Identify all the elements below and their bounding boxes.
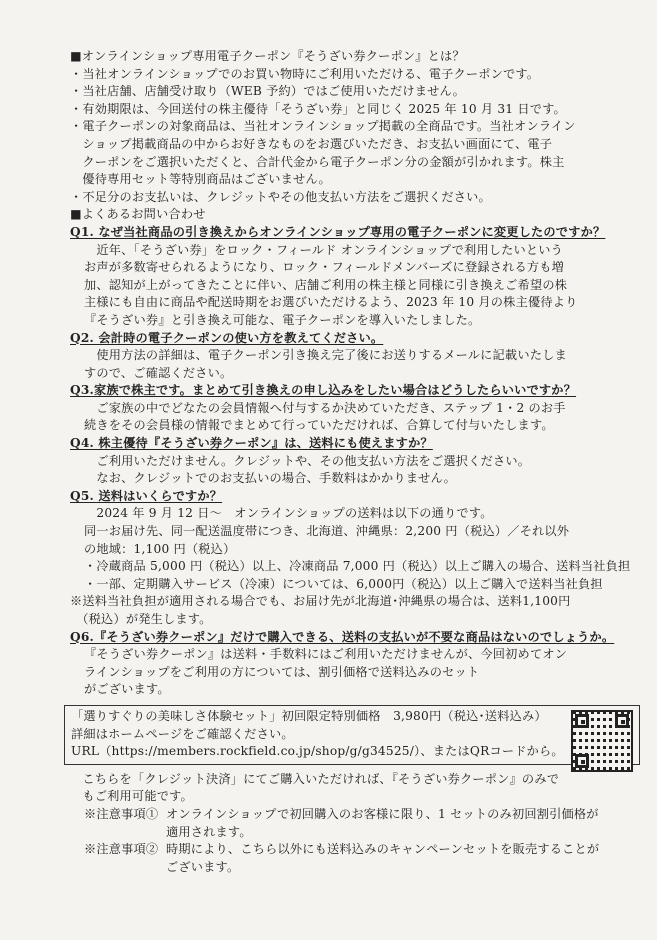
- answer-line: ・冷蔵商品 5,000 円（税込）以上、冷凍商品 7,000 円（税込）以上ご購入の場合、送料当社負担: [84, 559, 631, 574]
- faq-question-2: Q2. 会計時の電子クーポンの使い方を教えてください。: [70, 330, 384, 345]
- trial-set-detail: 詳細はホームページをご確認ください。: [71, 726, 294, 741]
- caution-text: オンラインショップで初回購入のお客様に限り、1 セットのみ初回割引価格が適用されます。: [166, 806, 599, 839]
- coupon-line: ショップ掲載商品の中からお好きなものをお選びいただき、お支払い画面にて、電子: [70, 136, 553, 151]
- faq-answer-3: [70, 400, 629, 435]
- payment-info: [70, 771, 629, 806]
- answer-line: ・一部、定期購入サービス（冷凍）については、6,000円（税込）以上ご購入で送料当社負担: [84, 576, 603, 591]
- trial-set-box: [64, 705, 640, 765]
- trial-set-price: 「選りすぐりの美味しさ体験セット」初回限定特別価格 3,980円（税込･送料込み）: [71, 708, 547, 723]
- payment-line: こちらを「クレジット決済」にてご購入いただければ、『そうざい券クーポン』のみで: [70, 771, 560, 786]
- answer-line: 2024 年 9 月 12 日～ オンラインショップの送料は以下の通りです。: [84, 506, 493, 521]
- coupon-line: ・当社オンラインショップでのお買い物時にご利用いただける、電子クーポンです。: [70, 66, 540, 81]
- faq-question-3: Q3.家族で株主です。まとめて引き換えの申し込みをしたい場合はどうしたらいいですか？: [70, 383, 577, 398]
- answer-line: お声が多数寄せられるようになり、ロック・フィールドメンバーズに登録される方も増: [84, 260, 565, 275]
- caution-note-2: [70, 841, 629, 876]
- qr-code-icon[interactable]: [571, 710, 633, 772]
- section-heading-coupon: ■オンラインショップ専用電子クーポン『そうざい券クーポン』とは？: [70, 49, 465, 63]
- answer-line: がございます。: [84, 682, 170, 697]
- answer-line: 『そうざい券』と引き換え可能な、電子クーポンを導入いたしました。: [84, 312, 481, 327]
- caution-label: ※注意事項①: [84, 806, 159, 821]
- coupon-line: 優待専用セット等特別商品はございません。: [70, 172, 331, 187]
- faq-answer-5: [70, 505, 629, 593]
- answer-line: 同一お届け先、同一配送温度帯につき、北海道、沖縄県：2,200 円（税込）／それ以外: [84, 524, 570, 539]
- answer-line: 近年、「そうざい券」をロック・フィールド オンラインショップで利用したいという: [84, 242, 564, 257]
- answer-line: 使用方法の詳細は、電子クーポン引き換え完了後にお送りするメールに記載いたしま: [84, 348, 567, 363]
- faq-answer-6: [70, 646, 629, 699]
- faq-answer-4: [70, 453, 629, 488]
- coupon-line: ・不足分のお支払いは、クレジットやその他支払い方法をご選択ください。: [70, 189, 491, 204]
- coupon-line: クーポンをご選択いただくと、合計代金から電子クーポン分の金額が引かれます。株主: [70, 154, 565, 169]
- coupon-line: ・有効期限は、今回送付の株主優待「そうざい券」と同じく 2025 年 10 月 31 日です。: [70, 101, 566, 116]
- section-heading-faq: ■よくあるお問い合わせ: [70, 207, 206, 222]
- answer-line: ご家族の中でどなたの会員情報へ付与するか決めていただき、ステップ 1・2 のお手: [84, 400, 566, 415]
- answer-line: 続きをその会員様の情報でまとめて行っていただければ、合算して付与いたします。: [84, 418, 554, 433]
- coupon-description: [70, 66, 629, 207]
- faq-question-4: Q4. 株主優待『そうざい券クーポン』は、送料にも使えますか？: [70, 436, 433, 451]
- answer-line: 加、認知が上がってきたことに伴い、店舗ご利用の株主様と同様に引き換えご希望の株: [84, 277, 568, 292]
- caution-text: 時期により、こちら以外にも送料込みのキャンペーンセットを販売することがございます。: [166, 842, 600, 874]
- trial-set-url[interactable]: URL（https://members.rockfield.co.jp/shop/g/g34525/）、またはQRコードから。: [71, 744, 564, 759]
- answer-line: 『そうざい券クーポン』は送料・手数料にはご利用いただけませんが、今回初めてオン: [84, 647, 568, 662]
- faq-question-5: Q5. 送料はいくらですか？: [70, 488, 223, 503]
- faq-answer-2: [70, 347, 629, 382]
- shipping-note: [70, 593, 629, 628]
- payment-line: もご利用可能です。: [70, 789, 193, 804]
- coupon-line: ・電子クーポンの対象商品は、当社オンラインショップ掲載の全商品です。当社オンライン: [70, 119, 576, 134]
- answer-line: 主様にも自由に商品や配送時期をお選びいただけるよう、2023 年 10 月の株主優待より: [84, 295, 578, 310]
- answer-line: ご利用いただけません。クレジットや、その他支払い方法をご選択ください。: [84, 453, 531, 468]
- caution-label: ※注意事項②: [84, 842, 159, 857]
- answer-line: すので、ご確認ください。: [84, 365, 233, 380]
- coupon-line: ・当社店舗、店舗受け取り（WEB 予約）ではご使用いただけません。: [70, 84, 466, 99]
- note-line: （税込）が発生します。: [70, 612, 212, 626]
- answer-line: ラインショップをご利用の方については、割引価格で送料込みのセット: [84, 664, 480, 679]
- faq-answer-1: [70, 242, 629, 330]
- faq-question-6: Q6.『そうざい券クーポン』だけで購入できる、送料の支払いが不要な商品はないのでしょうか。: [70, 629, 615, 644]
- caution-note-1: [70, 806, 629, 841]
- answer-line: なお、クレジットでのお支払いの場合、手数料はかかりません。: [84, 471, 457, 486]
- faq-question-1: Q1. なぜ当社商品の引き換えからオンラインショップ専用の電子クーポンに変更したのですか？: [70, 224, 606, 239]
- note-line: ※送料当社負担が適用される場合でも、お届け先が北海道･沖縄県の場合は、送料1,100円: [70, 594, 571, 609]
- answer-line: の地域：1,100 円（税込）: [84, 541, 236, 556]
